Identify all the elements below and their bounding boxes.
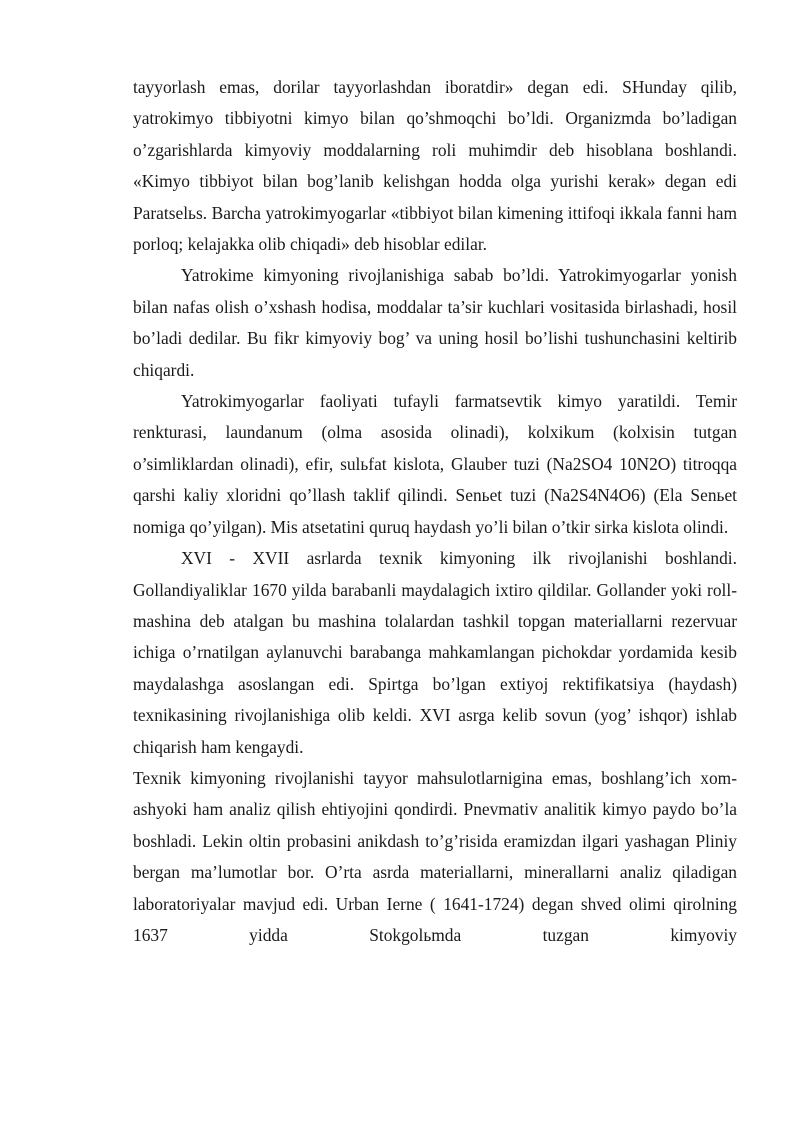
document-page bbox=[133, 72, 737, 951]
paragraph-5: Texnik kimyoning rivojlanishi tayyor mahsulotlarnigina emas, boshlang’ich xom-ashyoki ham analiz qilish ehtiyojini qondirdi. Pnevmativ analitik kimyo paydo bo’la boshladi. Lekin oltin probasini anikdash to’g’risida eramizdan ilgari yashagan Pliniy bergan ma’lumotlar bor. O’rta asrda materiallarni, minerallarni analiz qiladigan laboratoriyalar mavjud edi. Urban Ierne ( 1641-1724) degan shved olimi qirolning 1637 yidda Stokgolьmda tuzgan kimyoviy bbox=[133, 767, 737, 945]
paragraph-3: Yatrokimyogarlar faoliyati tufayli farmatsevtik kimyo yaratildi. Temir renkturasi, laundanum (olma asosida olinadi), kolxikum (kolxisin tutgan o’simliklardan olinadi), efir, sulьfat kislota, Glauber tuzi (Na2SO4 10N2O) titroqqa qarshi kaliy xloridni qo’llash taklif qilindi. Senьet tuzi (Na2S4N4O6) (Ela Senьet nomiga qo’yilgan). Mis atsetatini quruq haydash yo’li bilan o’tkir sirka kislota olindi. bbox=[133, 391, 737, 537]
paragraph-2: Yatrokime kimyoning rivojlanishiga sabab bo’ldi. Yatrokimyogarlar yonish bilan nafas olish o’xshash hodisa, moddalar ta’sir kuchlari vositasida birlashadi, hosil bo’ladi dedilar. Bu fikr kimyoviy bog’ va uning hosil bo’lishi tushunchasini keltirib chiqardi. bbox=[133, 265, 737, 380]
paragraph-4: XVI - XVII asrlarda texnik kimyoning ilk rivojlanishi boshlandi. Gollandiyaliklar 1670 yilda barabanli maydalagich ixtiro qildilar. Gollander yoki roll- mashina deb atalgan bu mashina tolalardan tashkil topgan materiallarni rezervuar ichiga o’rnatilgan aylanuvchi barabanga mahkamlangan pichokdar yordamida kesib maydalashga asoslangan edi. Spirtga bo’lgan extiyoj rektifikatsiya (haydash) texnikasining rivojlanishiga olib keldi. XVI asrga kelib sovun (yog’ ishqor) ishlab chiqarish ham kengaydi. bbox=[133, 548, 737, 757]
paragraph-1: tayyorlash emas, dorilar tayyorlashdan iboratdir» degan edi. SHunday qilib, yatrokimyo tibbiyotni kimyo bilan qo’shmoqchi bo’ldi. Organizmda bo’ladigan o’zgarishlarda kimyoviy moddalarning roli muhimdir deb hisoblana boshlandi. «Kimyo tibbiyot bilan bog’lanib kelishgan hodda olga yurishi kerak» degan edi Paratselьs. Barcha yatrokimyogarlar «tibbiyot bilan kimening ittifoqi ikkala fanni ham porloq; kelajakka olib chiqadi» deb hisoblar edilar. bbox=[133, 77, 737, 255]
